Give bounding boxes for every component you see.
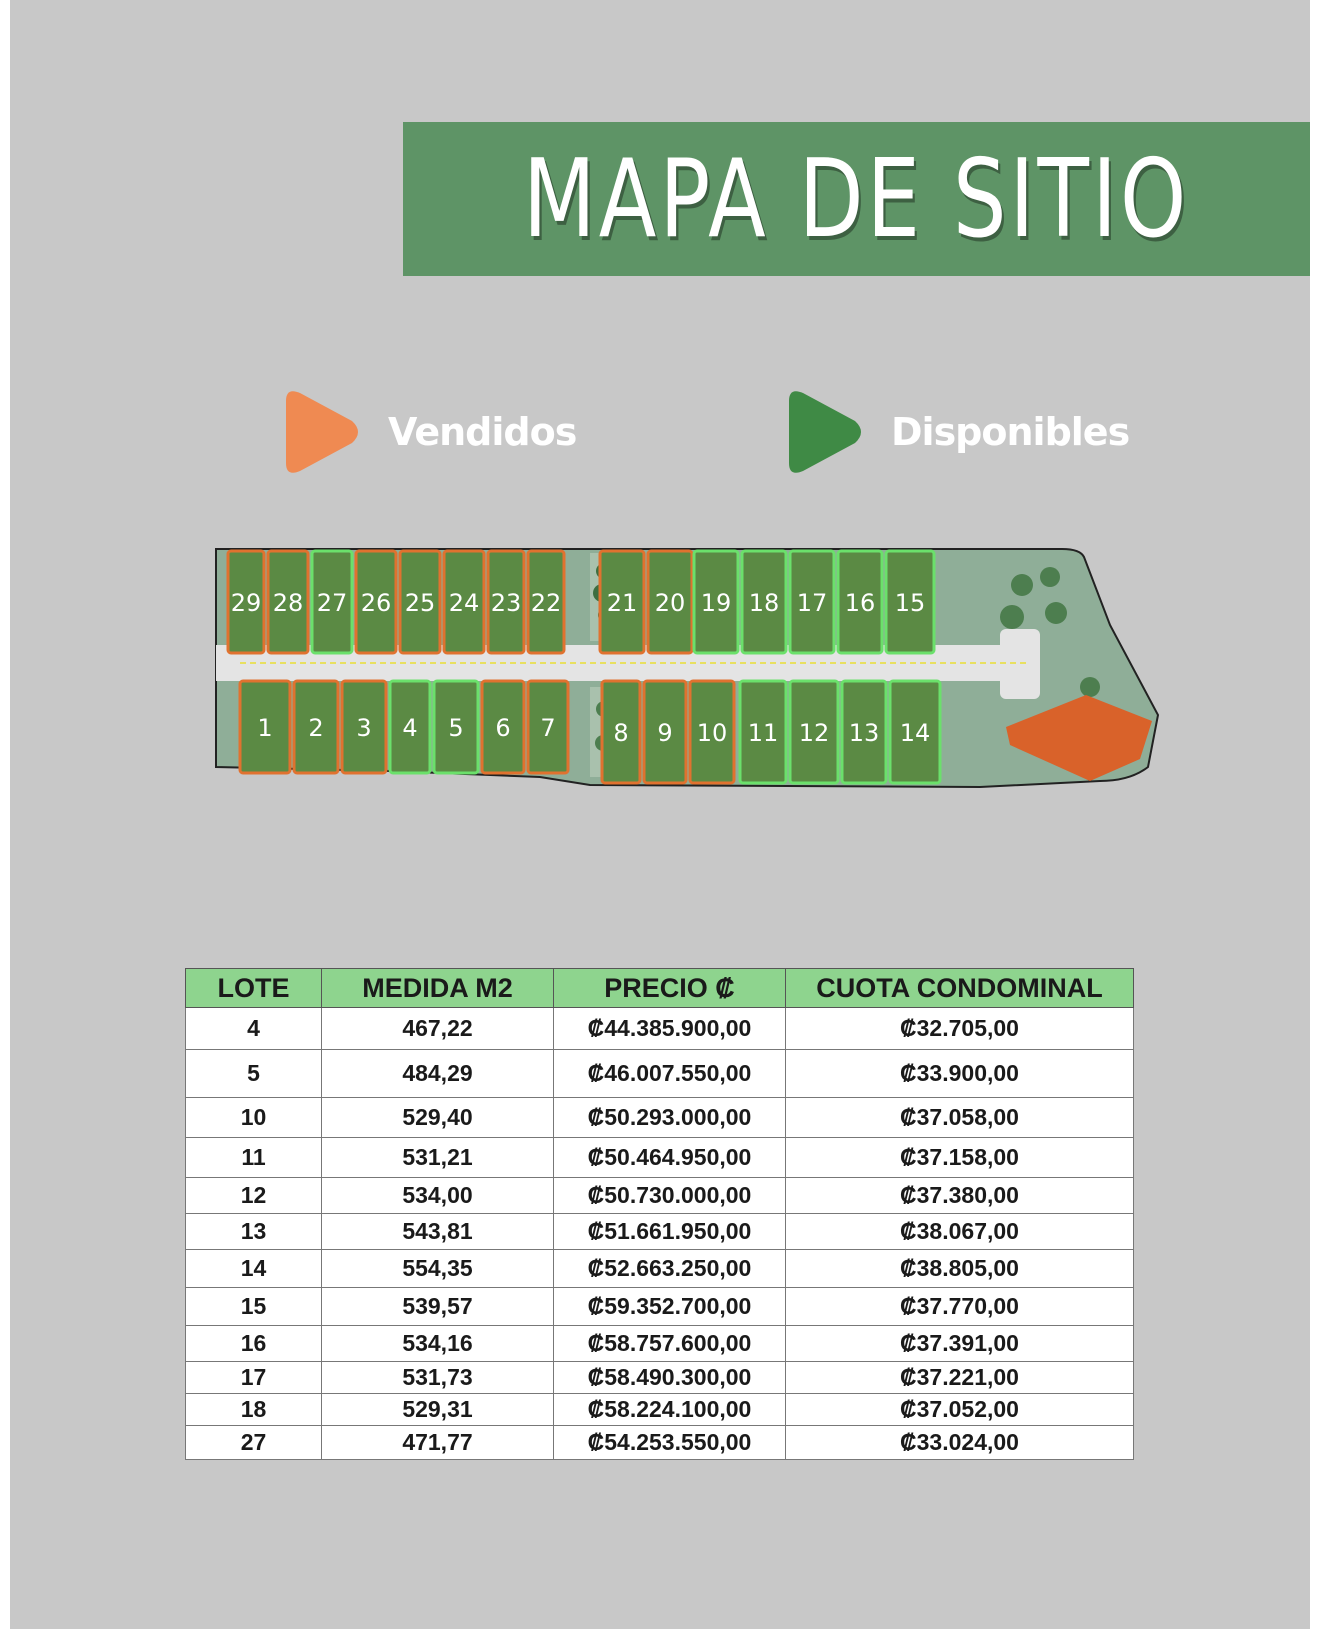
table-cell: ₡33.024,00 [786, 1426, 1134, 1460]
lot-19[interactable] [694, 551, 738, 653]
table-cell: ₡52.663.250,00 [554, 1250, 786, 1288]
lot-24[interactable] [444, 551, 484, 653]
table-cell: ₡37.221,00 [786, 1362, 1134, 1394]
table-cell: ₡58.757.600,00 [554, 1326, 786, 1362]
table-cell: ₡50.293.000,00 [554, 1098, 786, 1138]
lot-number: 27 [316, 589, 348, 617]
table-cell: ₡54.253.550,00 [554, 1426, 786, 1460]
lot-number: 14 [899, 719, 931, 747]
lot-number: 13 [848, 719, 880, 747]
table-cell: 14 [186, 1250, 322, 1288]
lot-number: 3 [356, 714, 372, 742]
lot-29[interactable] [228, 551, 264, 653]
table-row [186, 1426, 1134, 1460]
table-row [186, 1362, 1134, 1394]
table-cell: 10 [186, 1098, 322, 1138]
site-plan-map [210, 545, 1160, 805]
table-cell: 5 [186, 1050, 322, 1098]
table-cell: 467,22 [322, 1008, 554, 1050]
lot-number: 4 [402, 714, 418, 742]
lot-number: 11 [747, 719, 779, 747]
table-row [186, 1250, 1134, 1288]
legend-available-label: Disponibles [891, 410, 1130, 454]
table-cell: ₡37.158,00 [786, 1138, 1134, 1178]
table-cell: 529,40 [322, 1098, 554, 1138]
lot-21[interactable] [600, 551, 644, 653]
legend-sold-label: Vendidos [388, 410, 577, 454]
lot-number: 9 [657, 719, 673, 747]
lot-number: 17 [796, 589, 828, 617]
table-cell: 18 [186, 1394, 322, 1426]
column-header: MEDIDA M2 [322, 969, 554, 1008]
play-arrow-icon [781, 387, 865, 477]
lot-15[interactable] [886, 551, 934, 653]
lot-10[interactable] [690, 681, 734, 783]
table-cell: ₡38.805,00 [786, 1250, 1134, 1288]
table-cell: ₡38.067,00 [786, 1214, 1134, 1250]
table-cell: 11 [186, 1138, 322, 1178]
lot-25[interactable] [400, 551, 440, 653]
table-row [186, 1098, 1134, 1138]
table-cell: ₡44.385.900,00 [554, 1008, 786, 1050]
lot-1[interactable] [240, 681, 290, 773]
lot-14[interactable] [890, 681, 940, 783]
lot-number: 16 [844, 589, 876, 617]
tree [1080, 677, 1100, 697]
table-cell: 534,00 [322, 1178, 554, 1214]
lot-16[interactable] [838, 551, 882, 653]
table-cell: 529,31 [322, 1394, 554, 1426]
lot-3[interactable] [342, 681, 386, 773]
lot-number: 25 [404, 589, 436, 617]
lot-23[interactable] [488, 551, 524, 653]
legend-sold [278, 387, 576, 477]
lot-20[interactable] [648, 551, 692, 653]
lot-number: 21 [606, 589, 638, 617]
lot-27[interactable] [312, 551, 352, 653]
table-row [186, 1178, 1134, 1214]
table-cell: ₡59.352.700,00 [554, 1288, 786, 1326]
lot-8[interactable] [602, 681, 640, 783]
lot-number: 29 [230, 589, 262, 617]
lot-13[interactable] [842, 681, 886, 783]
table-row [186, 1214, 1134, 1250]
lot-7[interactable] [528, 681, 568, 773]
title-banner [403, 122, 1310, 276]
price-table [185, 968, 1134, 1460]
table-header-row [186, 969, 1134, 1008]
table-cell: 471,77 [322, 1426, 554, 1460]
table-cell: ₡58.490.300,00 [554, 1362, 786, 1394]
lot-4[interactable] [390, 681, 430, 773]
lot-number: 10 [696, 719, 728, 747]
lot-number: 26 [360, 589, 392, 617]
table-cell: ₡51.661.950,00 [554, 1214, 786, 1250]
lot-17[interactable] [790, 551, 834, 653]
lot-5[interactable] [434, 681, 478, 773]
table-cell: ₡37.052,00 [786, 1394, 1134, 1426]
tree [1011, 574, 1033, 596]
lot-6[interactable] [482, 681, 524, 773]
table-row [186, 1008, 1134, 1050]
lot-number: 6 [495, 714, 511, 742]
lot-number: 7 [540, 714, 556, 742]
lot-number: 2 [308, 714, 324, 742]
table-cell: 16 [186, 1326, 322, 1362]
lot-26[interactable] [356, 551, 396, 653]
lot-18[interactable] [742, 551, 786, 653]
table-cell: 13 [186, 1214, 322, 1250]
lot-number: 22 [530, 589, 562, 617]
lot-number: 20 [654, 589, 686, 617]
table-row [186, 1326, 1134, 1362]
lot-number: 28 [272, 589, 304, 617]
page-title: MAPA DE SITIO [523, 136, 1190, 262]
lot-9[interactable] [644, 681, 686, 783]
lot-12[interactable] [790, 681, 838, 783]
lot-number: 15 [894, 589, 926, 617]
legend-available [781, 387, 1129, 477]
column-header: LOTE [186, 969, 322, 1008]
lot-number: 24 [448, 589, 480, 617]
lot-number: 8 [613, 719, 629, 747]
tree [1000, 605, 1024, 629]
table-cell: 484,29 [322, 1050, 554, 1098]
table-cell: 17 [186, 1362, 322, 1394]
lot-number: 23 [490, 589, 522, 617]
table-cell: ₡33.900,00 [786, 1050, 1134, 1098]
table-cell: 539,57 [322, 1288, 554, 1326]
table-cell: 4 [186, 1008, 322, 1050]
tree [1040, 567, 1060, 587]
lot-2[interactable] [294, 681, 338, 773]
table-row [186, 1138, 1134, 1178]
table-cell: 554,35 [322, 1250, 554, 1288]
column-header: CUOTA CONDOMINAL [786, 969, 1134, 1008]
lot-22[interactable] [528, 551, 564, 653]
table-cell: ₡50.730.000,00 [554, 1178, 786, 1214]
lot-number: 18 [748, 589, 780, 617]
table-cell: 12 [186, 1178, 322, 1214]
play-arrow-icon [278, 387, 362, 477]
table-cell: 27 [186, 1426, 322, 1460]
table-cell: 531,21 [322, 1138, 554, 1178]
column-header: PRECIO ₡ [554, 969, 786, 1008]
table-cell: 531,73 [322, 1362, 554, 1394]
table-cell: ₡50.464.950,00 [554, 1138, 786, 1178]
lot-number: 19 [700, 589, 732, 617]
table-cell: 15 [186, 1288, 322, 1326]
lot-number: 5 [448, 714, 464, 742]
table-row [186, 1394, 1134, 1426]
lot-number: 12 [798, 719, 830, 747]
table-cell: ₡37.380,00 [786, 1178, 1134, 1214]
table-cell: 543,81 [322, 1214, 554, 1250]
tree [1045, 602, 1067, 624]
lot-11[interactable] [740, 681, 786, 783]
table-cell: 534,16 [322, 1326, 554, 1362]
table-row [186, 1050, 1134, 1098]
table-cell: ₡37.391,00 [786, 1326, 1134, 1362]
lot-28[interactable] [268, 551, 308, 653]
table-cell: ₡58.224.100,00 [554, 1394, 786, 1426]
table-cell: ₡46.007.550,00 [554, 1050, 786, 1098]
table-cell: ₡37.770,00 [786, 1288, 1134, 1326]
table-cell: ₡32.705,00 [786, 1008, 1134, 1050]
table-row [186, 1288, 1134, 1326]
lot-number: 1 [257, 714, 273, 742]
table-cell: ₡37.058,00 [786, 1098, 1134, 1138]
